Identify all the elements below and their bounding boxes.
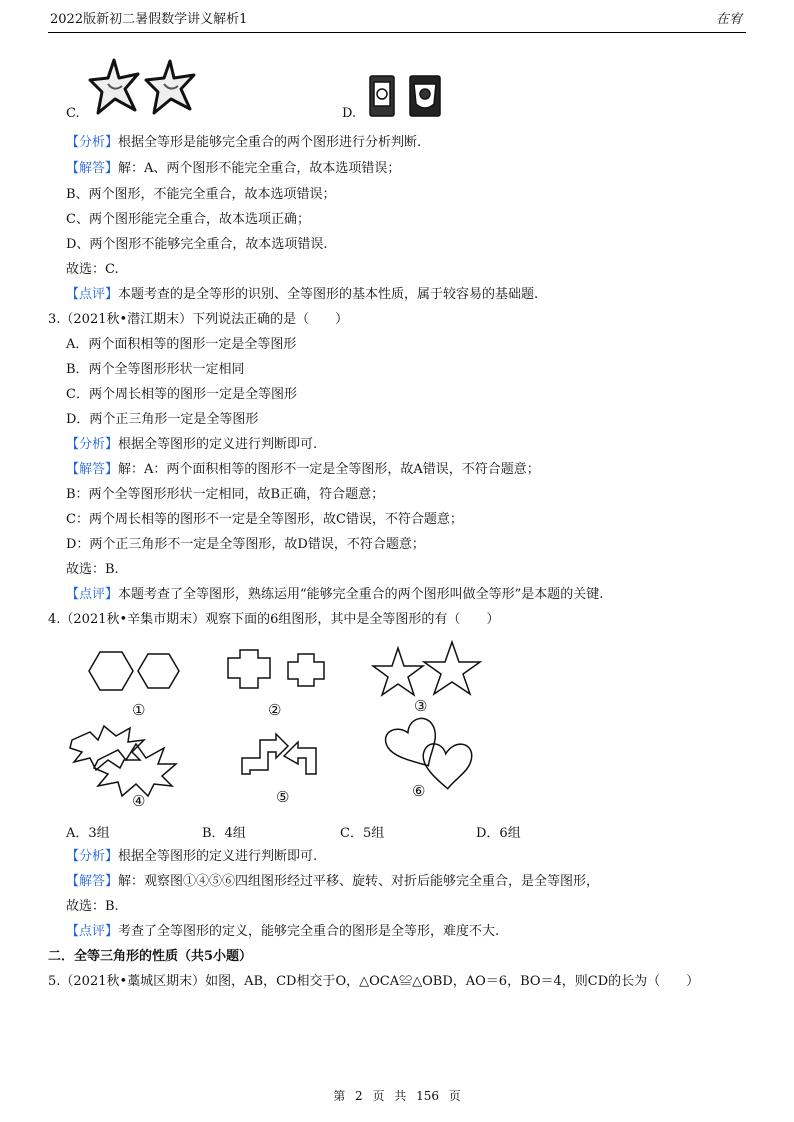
- q2-option-d-label: D.: [342, 106, 357, 121]
- q2-answer-line-1: [66, 160, 400, 178]
- q3-stem: 3.（2021秋•潜江期末）下列说法正确的是（ ）: [48, 312, 349, 327]
- q3-analysis-text: 根据全等图形的定义进行判断即可.: [118, 437, 318, 452]
- q2-comment: [66, 286, 538, 304]
- q2-option-c-label: C.: [66, 106, 80, 121]
- q4-answer-line-2: 故选：B.: [66, 899, 119, 914]
- q4-option-b: B．4组: [202, 826, 246, 841]
- q4-answer-text-1: 解：观察图①④⑤⑥四组图形经过平移、旋转、对折后能够完全重合，是全等图形，: [118, 874, 600, 889]
- q3-option-b: B．两个全等图形形状一定相同: [66, 362, 245, 377]
- figure-label-3: ③: [414, 697, 428, 715]
- page-footer: 第 2 页 共 156 页: [333, 1089, 461, 1103]
- q3-answer-text-1: 解：A：两个面积相等的图形不一定是全等图形，故A错误，不符合题意；: [118, 462, 540, 477]
- q4-option-d: D．6组: [476, 826, 521, 841]
- header-rule: [48, 32, 746, 33]
- q2-comment-text: 本题考查的是全等形的识别、全等图形的基本性质，属于较容易的基础题.: [118, 287, 539, 302]
- q4-option-c: C．5组: [340, 826, 385, 841]
- section-2-title: 二．全等三角形的性质（共5小题）: [48, 949, 253, 964]
- figure-1-hexagons: [89, 652, 179, 690]
- figure-label-1: ①: [132, 701, 146, 719]
- figure-label-4: ④: [132, 792, 146, 810]
- q2-answer-line-5: 故选：C.: [66, 262, 119, 277]
- q3-option-d: D．两个正三角形一定是全等图形: [66, 412, 259, 427]
- header-author: 在宥: [715, 12, 742, 27]
- q3-answer-line-4: D：两个正三角形不一定是全等图形，故D错误，不符合题意；: [66, 537, 425, 552]
- q3-answer-line-2: B：两个全等图形形状一定相同，故B正确，符合题意；: [66, 487, 385, 502]
- q3-option-a: A．两个面积相等的图形一定是全等图形: [66, 337, 297, 352]
- q2-answer-line-3: C、两个图形能完全重合，故本选项正确；: [66, 212, 310, 227]
- figure-6-hearts: [382, 715, 474, 792]
- q4-stem: 4.（2021秋•辛集市期末）观察下面的6组图形，其中是全等图形的有（ ）: [48, 612, 500, 627]
- answer-tag: 【解答】: [66, 161, 119, 176]
- analysis-tag: 【分析】: [66, 437, 119, 452]
- q2-answer-line-2: B、两个图形，不能完全重合，故本选项错误；: [66, 187, 336, 202]
- comment-tag: 【点评】: [66, 924, 119, 939]
- answer-tag: 【解答】: [66, 462, 119, 477]
- q4-comment: [66, 923, 499, 941]
- analysis-tag: 【分析】: [66, 135, 119, 150]
- q3-answer-line-1: [66, 461, 540, 479]
- q4-analysis: [66, 848, 317, 866]
- figure-label-6: ⑥: [412, 782, 426, 800]
- q3-comment-text: 本题考查了全等图形，熟练运用“能够完全重合的两个图形叫做全等形”是本题的关键.: [118, 587, 604, 602]
- q3-analysis: [66, 436, 317, 454]
- figure-2-crosses: [228, 650, 324, 688]
- q2-answer-line-4: D、两个图形不能够完全重合，故本选项错误.: [66, 237, 328, 252]
- comment-tag: 【点评】: [66, 287, 119, 302]
- q2-analysis-text: 根据全等形是能够完全重合的两个图形进行分析判断.: [118, 135, 422, 150]
- q3-answer-line-5: 故选：B.: [66, 562, 119, 577]
- answer-tag: 【解答】: [66, 874, 119, 889]
- q3-comment: [66, 586, 603, 604]
- q4-comment-text: 考查了全等图形的定义，能够完全重合的图形是全等形，难度不大.: [118, 924, 500, 939]
- q4-analysis-text: 根据全等图形的定义进行判断即可.: [118, 849, 318, 864]
- q2-option-c-stars-image: [88, 58, 200, 118]
- figure-label-5: ⑤: [276, 788, 290, 806]
- header-title: 2022版新初二暑假数学讲义解析1: [50, 12, 248, 27]
- figure-label-2: ②: [268, 701, 282, 719]
- q4-answer-line-1: [66, 873, 599, 891]
- figure-5-arrows: [242, 734, 316, 774]
- q2-analysis: [66, 134, 421, 152]
- figure-4-bursts: [70, 726, 176, 796]
- analysis-tag: 【分析】: [66, 849, 119, 864]
- q5-stem: 5.（2021秋•藁城区期末）如图，AB，CD相交于O，△OCA≌△OBD，AO＝6，BO＝4，则CD的长为（ ）: [48, 974, 700, 989]
- q2-answer-text-1: 解：A、两个图形不能完全重合，故本选项错误；: [118, 161, 401, 176]
- q4-figure: [60, 636, 490, 811]
- q3-option-c: C．两个周长相等的图形一定是全等图形: [66, 387, 297, 402]
- figure-3-stars: [373, 642, 480, 695]
- q4-option-a: A．3组: [66, 826, 110, 841]
- q2-option-d-badges-image: [368, 74, 444, 120]
- q3-answer-line-3: C：两个周长相等的图形不一定是全等图形，故C错误，不符合题意；: [66, 512, 463, 527]
- comment-tag: 【点评】: [66, 587, 119, 602]
